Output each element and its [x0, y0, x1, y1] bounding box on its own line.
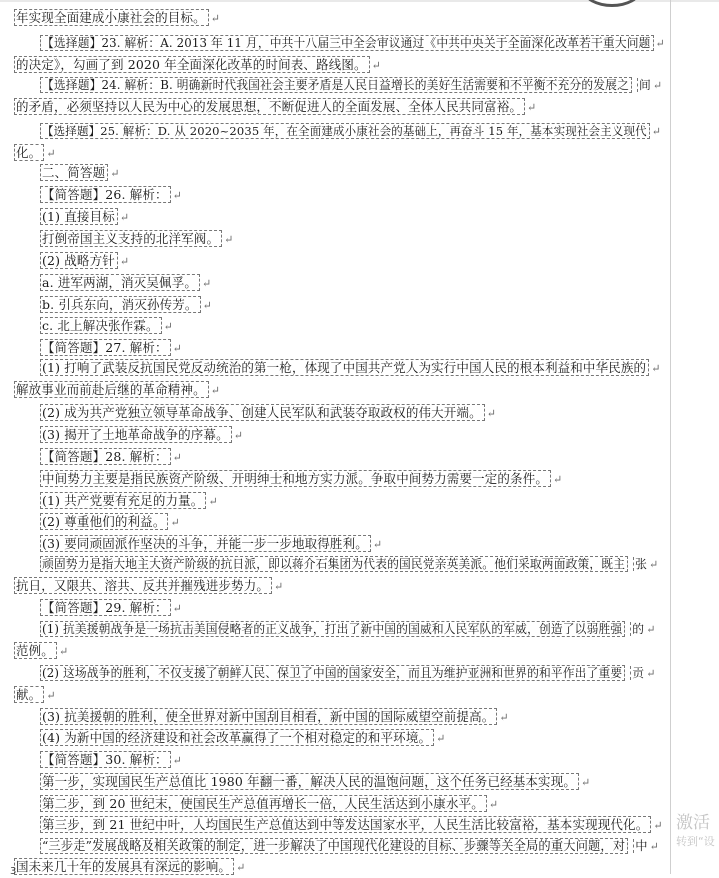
document-line[interactable]	[40, 772, 666, 792]
paragraph-mark-icon: ↵	[236, 861, 246, 874]
document-line[interactable]	[40, 619, 666, 639]
paragraph-mark-icon: ↵	[172, 754, 183, 767]
line-text: (1) 抗美援朝战争是一场抗击美国侵略者的正义战争，打出了新中国的国威和人民军队的军威，创造了以弱胜强	[40, 621, 625, 637]
paragraph-mark-icon: ↵	[210, 12, 221, 25]
line-overflow-char: 的	[632, 622, 645, 636]
paragraph-mark-icon: ↵	[172, 602, 183, 615]
line-text: a. 进军两湖，消灭吴佩孚。	[40, 274, 200, 291]
document-line[interactable]	[40, 750, 666, 770]
document-line[interactable]	[40, 447, 666, 467]
document-line[interactable]	[14, 55, 666, 75]
watermark-line-2: 转到“设	[676, 835, 715, 848]
paragraph-mark-icon: ↵	[224, 233, 234, 246]
page-number: 3	[10, 866, 17, 877]
paragraph-mark-icon: ↵	[646, 623, 656, 636]
document-line[interactable]	[40, 663, 666, 683]
document-line[interactable]	[40, 512, 666, 532]
document-line[interactable]	[40, 185, 666, 205]
document-line[interactable]	[14, 97, 666, 117]
paragraph-mark-icon: ↵	[172, 189, 183, 202]
line-text: 【简答题】28. 解析：	[40, 448, 171, 465]
document-line[interactable]	[40, 316, 666, 336]
document-line[interactable]	[40, 295, 666, 315]
line-text: 献。	[14, 686, 44, 703]
document-line[interactable]	[40, 75, 666, 95]
paragraph-mark-icon: ↵	[527, 101, 537, 114]
document-line[interactable]	[40, 273, 666, 293]
line-text: (3) 揭开了土地革命战争的序幕。	[40, 426, 232, 443]
paragraph-mark-icon: ↵	[655, 37, 665, 50]
document-line[interactable]	[40, 728, 666, 748]
paragraph-mark-icon: ↵	[649, 840, 660, 853]
document-line[interactable]	[14, 685, 666, 705]
line-text: (3) 要同顽固派作坚决的斗争，并能一步一步地取得胜利。	[40, 535, 371, 552]
line-text: 【选择题】25. 解析：D. 从 2020~2035 年，在全面建成小康社会的基础上，再奋斗 15 年，基本实现社会主义现代	[40, 123, 650, 139]
line-text: 第三步，到 21 世纪中叶，人均国民生产总值达到中等发达国家水平，人民生活比较富裕，基本实现现代化。	[40, 816, 651, 833]
line-text: 国未来几十年的发展具有深远的影响。	[14, 858, 234, 875]
paragraph-mark-icon: ↵	[436, 732, 446, 745]
paragraph-mark-icon: ↵	[46, 689, 56, 702]
document-line[interactable]	[40, 121, 666, 141]
line-text: 【简答题】29. 解析：	[40, 599, 171, 616]
line-text: 顽固势力是指大地主大资产阶级的抗日派，即以蒋介石集团为代表的国民党亲英美派。他们采取两面政策，既主	[40, 556, 628, 572]
document-line[interactable]	[40, 403, 666, 423]
line-text: 解放事业而前赴后继的革命精神。	[14, 381, 209, 398]
paragraph-mark-icon: ↵	[486, 407, 497, 420]
line-text: 第二步，到 20 世纪末，使国民生产总值再增长一倍，人民生活达到小康水平。	[40, 795, 487, 812]
watermark-line-1: 激活	[676, 813, 710, 833]
document-line[interactable]	[14, 576, 666, 596]
paragraph-mark-icon: ↵	[46, 147, 56, 160]
line-text: 的决定》，勾画了到 2020 年全面深化改革的时间表、路线图。	[14, 56, 370, 73]
document-line[interactable]	[40, 33, 666, 53]
document-line[interactable]	[40, 491, 666, 511]
document-line[interactable]	[40, 598, 666, 618]
line-text: 【简答题】26. 解析：	[40, 186, 171, 203]
paragraph-mark-icon: ↵	[170, 516, 180, 529]
line-text: 打倒帝国主义支持的北洋军阀。	[40, 230, 222, 247]
paragraph-mark-icon: ↵	[233, 429, 244, 442]
line-text: c. 北上解决张作霖。	[40, 317, 162, 334]
paragraph-mark-icon: ↵	[553, 473, 563, 486]
paragraph-mark-icon: ↵	[372, 538, 383, 551]
line-text: 年实现全面建成小康社会的目标。	[14, 9, 209, 26]
line-overflow-char: 间	[638, 78, 651, 92]
document-line[interactable]	[14, 143, 666, 163]
document-line[interactable]	[40, 425, 666, 445]
line-text: (2) 这场战争的胜利，不仅支援了朝鲜人民、保卫了中国的国家安全，而且为维护亚洲和世界的和平作出了重要	[40, 665, 625, 681]
paragraph-mark-icon: ↵	[119, 211, 130, 224]
line-text: 【选择题】24. 解析：B. 明确新时代我国社会主要矛盾是人民日益增长的美好生活需要和不平衡不充分的发展之	[40, 77, 632, 93]
document-line[interactable]	[40, 207, 666, 227]
document-line[interactable]	[40, 229, 666, 249]
document-line[interactable]	[40, 358, 666, 378]
line-text: 化。	[14, 144, 44, 161]
line-text: (2) 尊重他们的利益。	[40, 513, 168, 530]
line-text: 第一步，实现国民生产总值比 1980 年翻一番，解决人民的温饱问题，这个任务已经基本实现。	[40, 773, 579, 790]
paragraph-mark-icon: ↵	[202, 299, 212, 312]
document-line[interactable]	[14, 857, 666, 877]
paragraph-mark-icon: ↵	[172, 451, 183, 464]
paragraph-mark-icon: ↵	[163, 320, 173, 333]
paragraph-mark-icon: ↵	[499, 711, 509, 724]
paragraph-mark-icon: ↵	[110, 167, 120, 180]
paragraph-mark-icon: ↵	[649, 558, 659, 571]
document-line[interactable]	[14, 8, 666, 28]
line-text: 范例。	[14, 642, 57, 659]
paragraph-mark-icon: ↵	[202, 277, 212, 290]
paragraph-mark-icon: ↵	[274, 580, 284, 593]
partial-circle-icon[interactable]	[583, 0, 641, 7]
paragraph-mark-icon: ↵	[646, 667, 656, 680]
line-overflow-char: 贡	[632, 666, 645, 680]
paragraph-mark-icon: ↵	[58, 645, 69, 658]
document-line[interactable]	[40, 469, 666, 489]
line-text: “三步走”发展战略及相关政策的制定，进一步解决了中国现代化建设的目标、步骤等关全局的重大问题，对	[40, 838, 628, 854]
paragraph-mark-icon: ↵	[651, 362, 661, 375]
line-text: 二、简答题	[40, 164, 108, 181]
line-overflow-char: 中	[635, 839, 648, 853]
document-line[interactable]	[40, 815, 666, 835]
line-text: 抗日，又限共、溶共、反共并摧残进步势力。	[14, 577, 272, 594]
paragraph-mark-icon: ↵	[581, 776, 591, 789]
line-text: (1) 打响了武装反抗国民党反动统治的第一枪，体现了中国共产党人为实行中国人民的根本利益和中华民族的	[40, 359, 649, 376]
line-text: 的矛盾，必须坚持以人民为中心的发展思想，不断促进人的全面发展、全体人民共同富裕。	[14, 98, 525, 115]
line-text: (1) 直接目标	[40, 208, 118, 225]
document-line[interactable]	[40, 338, 666, 358]
document-line[interactable]	[14, 641, 666, 661]
document-line[interactable]	[14, 380, 666, 400]
line-text: (2) 成为共产党独立领导革命战争、创建人民军队和武装夺取政权的伟大开端。	[40, 404, 485, 421]
line-text: (4) 为新中国的经济建设和社会改革赢得了一个相对稳定的和平环境。	[40, 729, 434, 746]
paragraph-mark-icon: ↵	[119, 255, 130, 268]
line-text: (3) 抗美援朝的胜利，使全世界对新中国刮目相看，新中国的国际威望空前提高。	[40, 708, 497, 725]
line-text: 【简答题】30. 解析：	[40, 751, 171, 768]
page-right-edge	[670, 0, 671, 874]
activation-watermark	[676, 812, 719, 850]
paragraph-mark-icon: ↵	[208, 495, 218, 508]
document-line[interactable]	[40, 707, 666, 727]
line-text: b. 引兵东向，消灭孙传芳。	[40, 296, 201, 313]
line-text: 中间势力主要是指民族资产阶级、开明绅士和地方实力派。争取中间势力需要一定的条件。	[40, 470, 551, 487]
line-text: 【简答题】27. 解析：	[40, 339, 171, 356]
document-line[interactable]	[40, 794, 666, 814]
paragraph-mark-icon: ↵	[653, 819, 663, 832]
paragraph-mark-icon: ↵	[371, 59, 382, 72]
line-text: (1) 共产党要有充足的力量。	[40, 492, 206, 509]
line-overflow-char: 张	[635, 557, 648, 571]
paragraph-mark-icon: ↵	[651, 125, 662, 138]
document-line[interactable]	[40, 534, 666, 554]
document-line[interactable]	[40, 163, 666, 183]
line-text: (2) 战略方针	[40, 252, 118, 269]
paragraph-mark-icon: ↵	[652, 79, 663, 92]
paragraph-mark-icon: ↵	[210, 384, 221, 397]
document-line[interactable]	[40, 836, 666, 856]
paragraph-mark-icon: ↵	[172, 342, 183, 355]
document-line[interactable]	[40, 251, 666, 271]
document-line[interactable]	[40, 554, 666, 574]
line-text: 【选择题】23. 解析：A. 2013 年 11 月，中共十八届三中全会审议通过《中共中央关于全面深化改革若干重大问题	[40, 35, 654, 51]
paragraph-mark-icon: ↵	[488, 798, 499, 811]
